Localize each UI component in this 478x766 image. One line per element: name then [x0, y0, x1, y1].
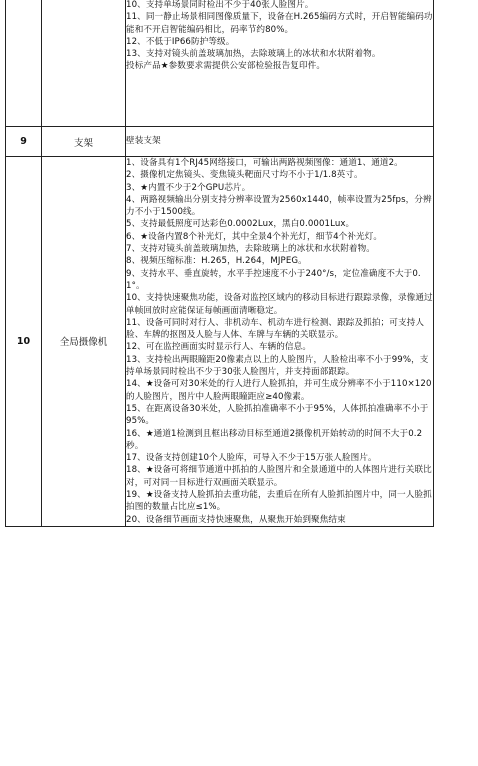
spec-description-cell — [126, 127, 434, 157]
spec-line: 5、支持最低照度可达彩色0.0002Lux，黑白0.0001Lux。 — [126, 219, 355, 230]
spec-line: 11、设备可同时对行人、非机动车、机动车进行检测、跟踪及抓拍；可支持人脸、车牌的抠图及人脸与人体、车牌与车辆的关联显示。 — [126, 317, 425, 341]
item-name-cell — [42, 0, 126, 127]
spec-table — [5, 0, 434, 527]
row-number-cell — [6, 0, 42, 127]
spec-line: 14、★设备可对30米处的行人进行人脸抓拍，并可生成分辨率不小于110×120的人脸图片，图片中人脸两眼瞳距应≥40像素。 — [126, 379, 432, 402]
spec-line: 13、支持检出两眼瞳距20像素点以上的人脸图片，人脸检出率不小于99%，支持单场景同时检出不少于30张人脸图片，并支持面部跟踪。 — [126, 354, 429, 378]
spec-line: 壁装支架 — [126, 136, 161, 147]
spec-line: 12、不低于IP66防护等级。 — [126, 36, 235, 47]
table-row — [6, 0, 434, 127]
spec-line: 11、同一静止场景相同图像质量下，设备在H.265编码方式时，开启智能编码功能和不开启智能编码相比，码率节约80%。 — [126, 12, 433, 35]
spec-line: 10、支持单场景同时检出不少于40张人脸图片。 — [126, 0, 314, 10]
item-name-cell: 支架 — [42, 127, 126, 157]
spec-line: 3、★内置不少于2个GPU芯片。 — [126, 182, 251, 193]
table-row — [6, 127, 434, 157]
spec-line: 17、设备支持创建10个人脸库，可导入不少于15万张人脸图片。 — [126, 453, 377, 464]
spec-line: 13、支持对镜头前盖玻璃加热，去除玻璃上的冰状和水状附着物。 — [126, 49, 381, 60]
spec-line: 19、★设备支持人脸抓拍去重功能，去重后在所有人脸抓拍图片中，同一人脸抓拍图的数量占比应≤1%。 — [126, 490, 432, 513]
item-name-cell: 全局摄像机 — [42, 157, 126, 527]
spec-line: 6、★设备内置8个补光灯，其中全景4个补光灯，细节4个补光灯。 — [126, 231, 383, 242]
spec-line: 20、设备细节画面支持快速聚焦，从聚焦开始到聚焦结束 — [126, 514, 346, 525]
spec-line: 投标产品★参数要求需提供公安部检验报告复印件。 — [126, 61, 326, 72]
spec-line: 10、支持快速聚焦功能，设备对监控区域内的移动目标进行跟踪录像，录像通过单帧回放时应能保证每帧画面清晰稳定。 — [126, 293, 433, 316]
spec-line: 15、在距离设备30米处，人脸抓拍准确率不小于95%，人体抓拍准确率不小于95%。 — [126, 403, 429, 427]
spec-line: 7、支持对镜头前盖玻璃加热，去除玻璃上的冰状和水状附着物。 — [126, 244, 375, 255]
row-number-cell: 9 — [6, 127, 42, 157]
spec-description-cell — [126, 157, 434, 527]
row-number-cell: 10 — [6, 157, 42, 527]
spec-line: 1、设备具有1个RJ45网络接口，可输出两路视频图像：通道1、通道2。 — [126, 158, 403, 168]
spec-line: 18、★设备可将细节通道中抓拍的人脸图片和全景通道中的人体图片进行关联比对，可对同一目标进行双画面关联显示。 — [126, 465, 432, 488]
spec-line: 12、可在监控画面实时显示行人、车辆的信息。 — [126, 342, 312, 353]
spec-line: 9、支持水平、垂直旋转，水平手控速度不小于240°/s，定位准确度不大于0.1°。 — [126, 268, 421, 291]
spec-line: 16、★通道1检测到且框出移动目标至通道2摄像机开始转动的时间不大于0.2秒。 — [126, 428, 423, 451]
table-row — [6, 157, 434, 527]
spec-line: 2、摄像机定焦镜头、变焦镜头靶面尺寸均不小于1/1.8英寸。 — [126, 170, 363, 181]
spec-line: 4、两路视频输出分别支持分辨率设置为2560x1440，帧率设置为25fps，分辨力不小于1500线。 — [126, 194, 432, 218]
spec-line: 8、视频压缩标准：H.265，H.264，MJPEG。 — [126, 256, 307, 267]
spec-description-cell — [126, 0, 434, 127]
